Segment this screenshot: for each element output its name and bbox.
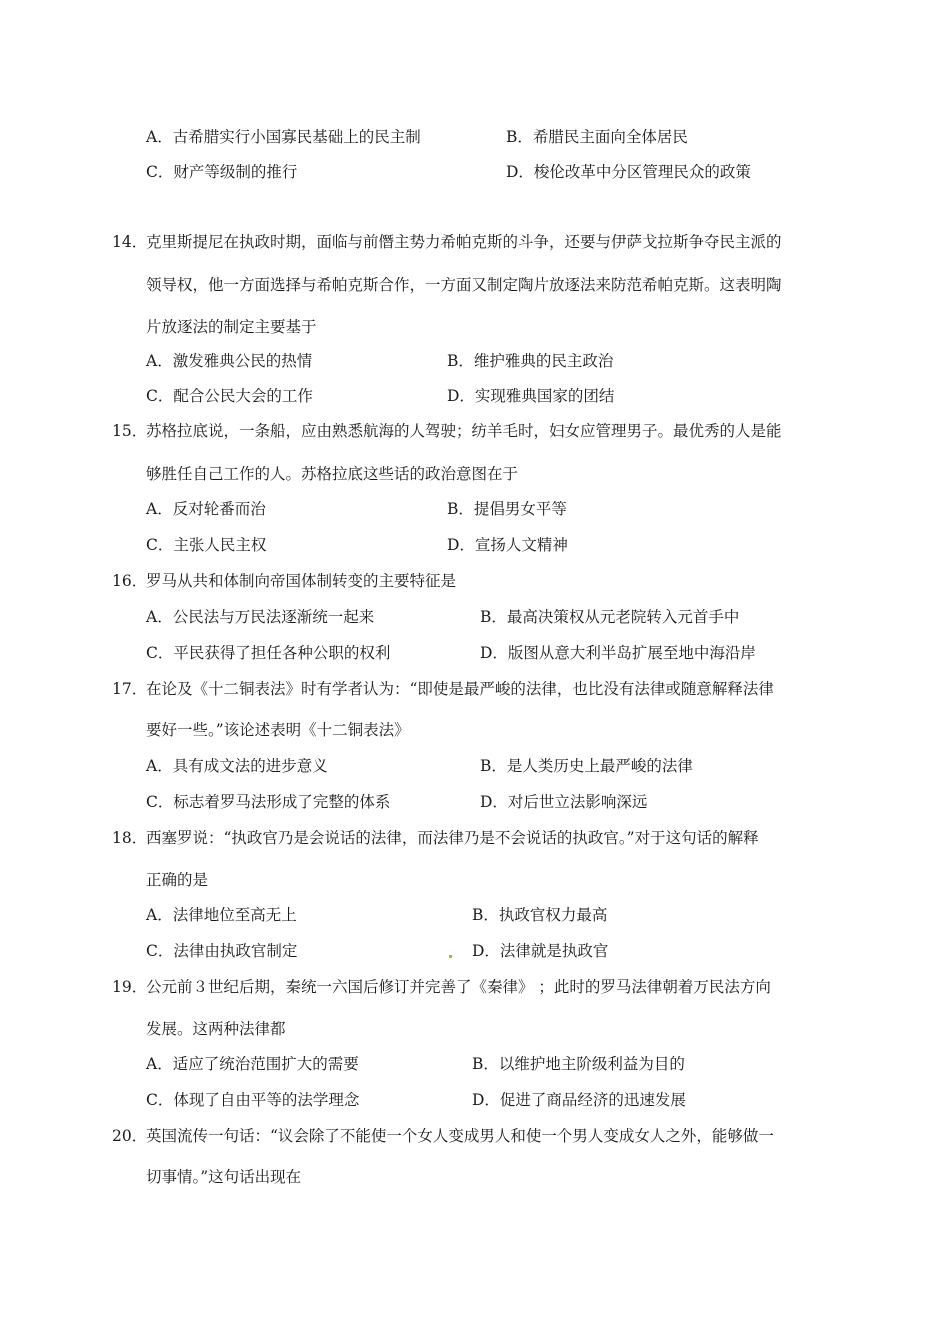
question-number-15: 15． [112, 422, 148, 440]
question-number-20: 20． [112, 1127, 148, 1145]
question-19-line-1: 公元前３世纪后期，秦统一六国后修订并完善了《秦律》 ；此时的罗马法律朝着万民法方向 [146, 978, 771, 996]
option-b-q19: B．以维护地主阶级利益为目的 [472, 1055, 685, 1073]
option-d-q18: D．法律就是执政官 [472, 942, 609, 960]
question-14-line-2: 领导权，他一方面选择与希帕克斯合作，一方面又制定陶片放逐法来防范希帕克斯。这表明陶 [146, 276, 782, 294]
stray-dot-mark [449, 955, 452, 958]
option-d-q14: D．实现雅典国家的团结 [447, 387, 615, 405]
option-b-q13: B．希腊民主面向全体居民 [506, 128, 688, 146]
option-a-q17: A．具有成文法的进步意义 [146, 757, 328, 775]
option-a-q18: A．法律地位至高无上 [146, 906, 297, 924]
option-c-q16: C．平民获得了担任各种公职的权利 [146, 644, 391, 662]
option-d-q16: D．版图从意大利半岛扩展至地中海沿岸 [480, 644, 756, 662]
question-17-line-2: 要好一些。”该论述表明《十二铜表法》 [146, 721, 410, 739]
question-19-line-2: 发展。这两种法律都 [146, 1020, 286, 1038]
option-c-q14: C．配合公民大会的工作 [146, 387, 313, 405]
option-c-q13: C．财产等级制的推行 [146, 163, 298, 181]
option-a-q14: A．激发雅典公民的热情 [146, 352, 313, 370]
question-15-line-2: 够胜任自己工作的人。苏格拉底这些话的政治意图在于 [146, 465, 519, 483]
option-d-q19: D．促进了商品经济的迅速发展 [472, 1091, 686, 1109]
question-15-line-1: 苏格拉底说，一条船，应由熟悉航海的人驾驶；纺羊毛时，妇女应管理男子。最优秀的人是能 [146, 422, 782, 440]
option-d-q13: D．梭伦改革中分区管理民众的政策 [506, 163, 751, 181]
question-20-line-2: 切事情。”这句话出现在 [146, 1168, 302, 1186]
question-14-line-3: 片放逐法的制定主要基于 [146, 318, 317, 336]
question-number-18: 18． [112, 829, 148, 847]
option-d-q17: D．对后世立法影响深远 [480, 793, 648, 811]
question-20-line-1: 英国流传一句话：“议会除了不能使一个女人变成男人和使一个男人变成女人之外，能够做一 [146, 1127, 774, 1145]
question-number-17: 17． [112, 680, 148, 698]
question-18-line-2: 正确的是 [146, 871, 209, 889]
option-b-q15: B．提倡男女平等 [447, 500, 567, 518]
option-a-q15: A．反对轮番而治 [146, 500, 266, 518]
question-16-line-1: 罗马从共和体制向帝国体制转变的主要特征是 [146, 572, 457, 590]
option-b-q17: B．是人类历史上最严峻的法律 [480, 757, 693, 775]
option-a-q13: A．古希腊实行小国寡民基础上的民主制 [146, 128, 421, 146]
option-b-q14: B．维护雅典的民主政治 [447, 352, 614, 370]
option-a-q16: A．公民法与万民法逐渐统一起来 [146, 608, 375, 626]
option-a-q19: A．适应了统治范围扩大的需要 [146, 1055, 359, 1073]
option-c-q17: C．标志着罗马法形成了完整的体系 [146, 793, 391, 811]
option-c-q15: C．主张人民主权 [146, 536, 267, 554]
option-b-q18: B．执政官权力最高 [472, 906, 608, 924]
question-14-line-1: 克里斯提尼在执政时期，面临与前僭主势力希帕克斯的斗争，还要与伊萨戈拉斯争夺民主派的 [146, 233, 782, 251]
option-c-q19: C．体现了自由平等的法学理念 [146, 1091, 360, 1109]
question-number-16: 16． [112, 572, 148, 590]
option-d-q15: D．宣扬人文精神 [447, 536, 568, 554]
question-17-line-1: 在论及《十二铜表法》时有学者认为：“即使是最严峻的法律，也比没有法律或随意解释法律 [146, 680, 774, 698]
question-18-line-1: 西塞罗说：“执政官乃是会说话的法律，而法律乃是不会说话的执政官。”对于这句话的解释 [146, 829, 759, 847]
option-b-q16: B．最高决策权从元老院转入元首手中 [480, 608, 740, 626]
question-number-14: 14． [112, 233, 148, 251]
question-number-19: 19． [112, 978, 148, 996]
option-c-q18: C．法律由执政官制定 [146, 942, 298, 960]
